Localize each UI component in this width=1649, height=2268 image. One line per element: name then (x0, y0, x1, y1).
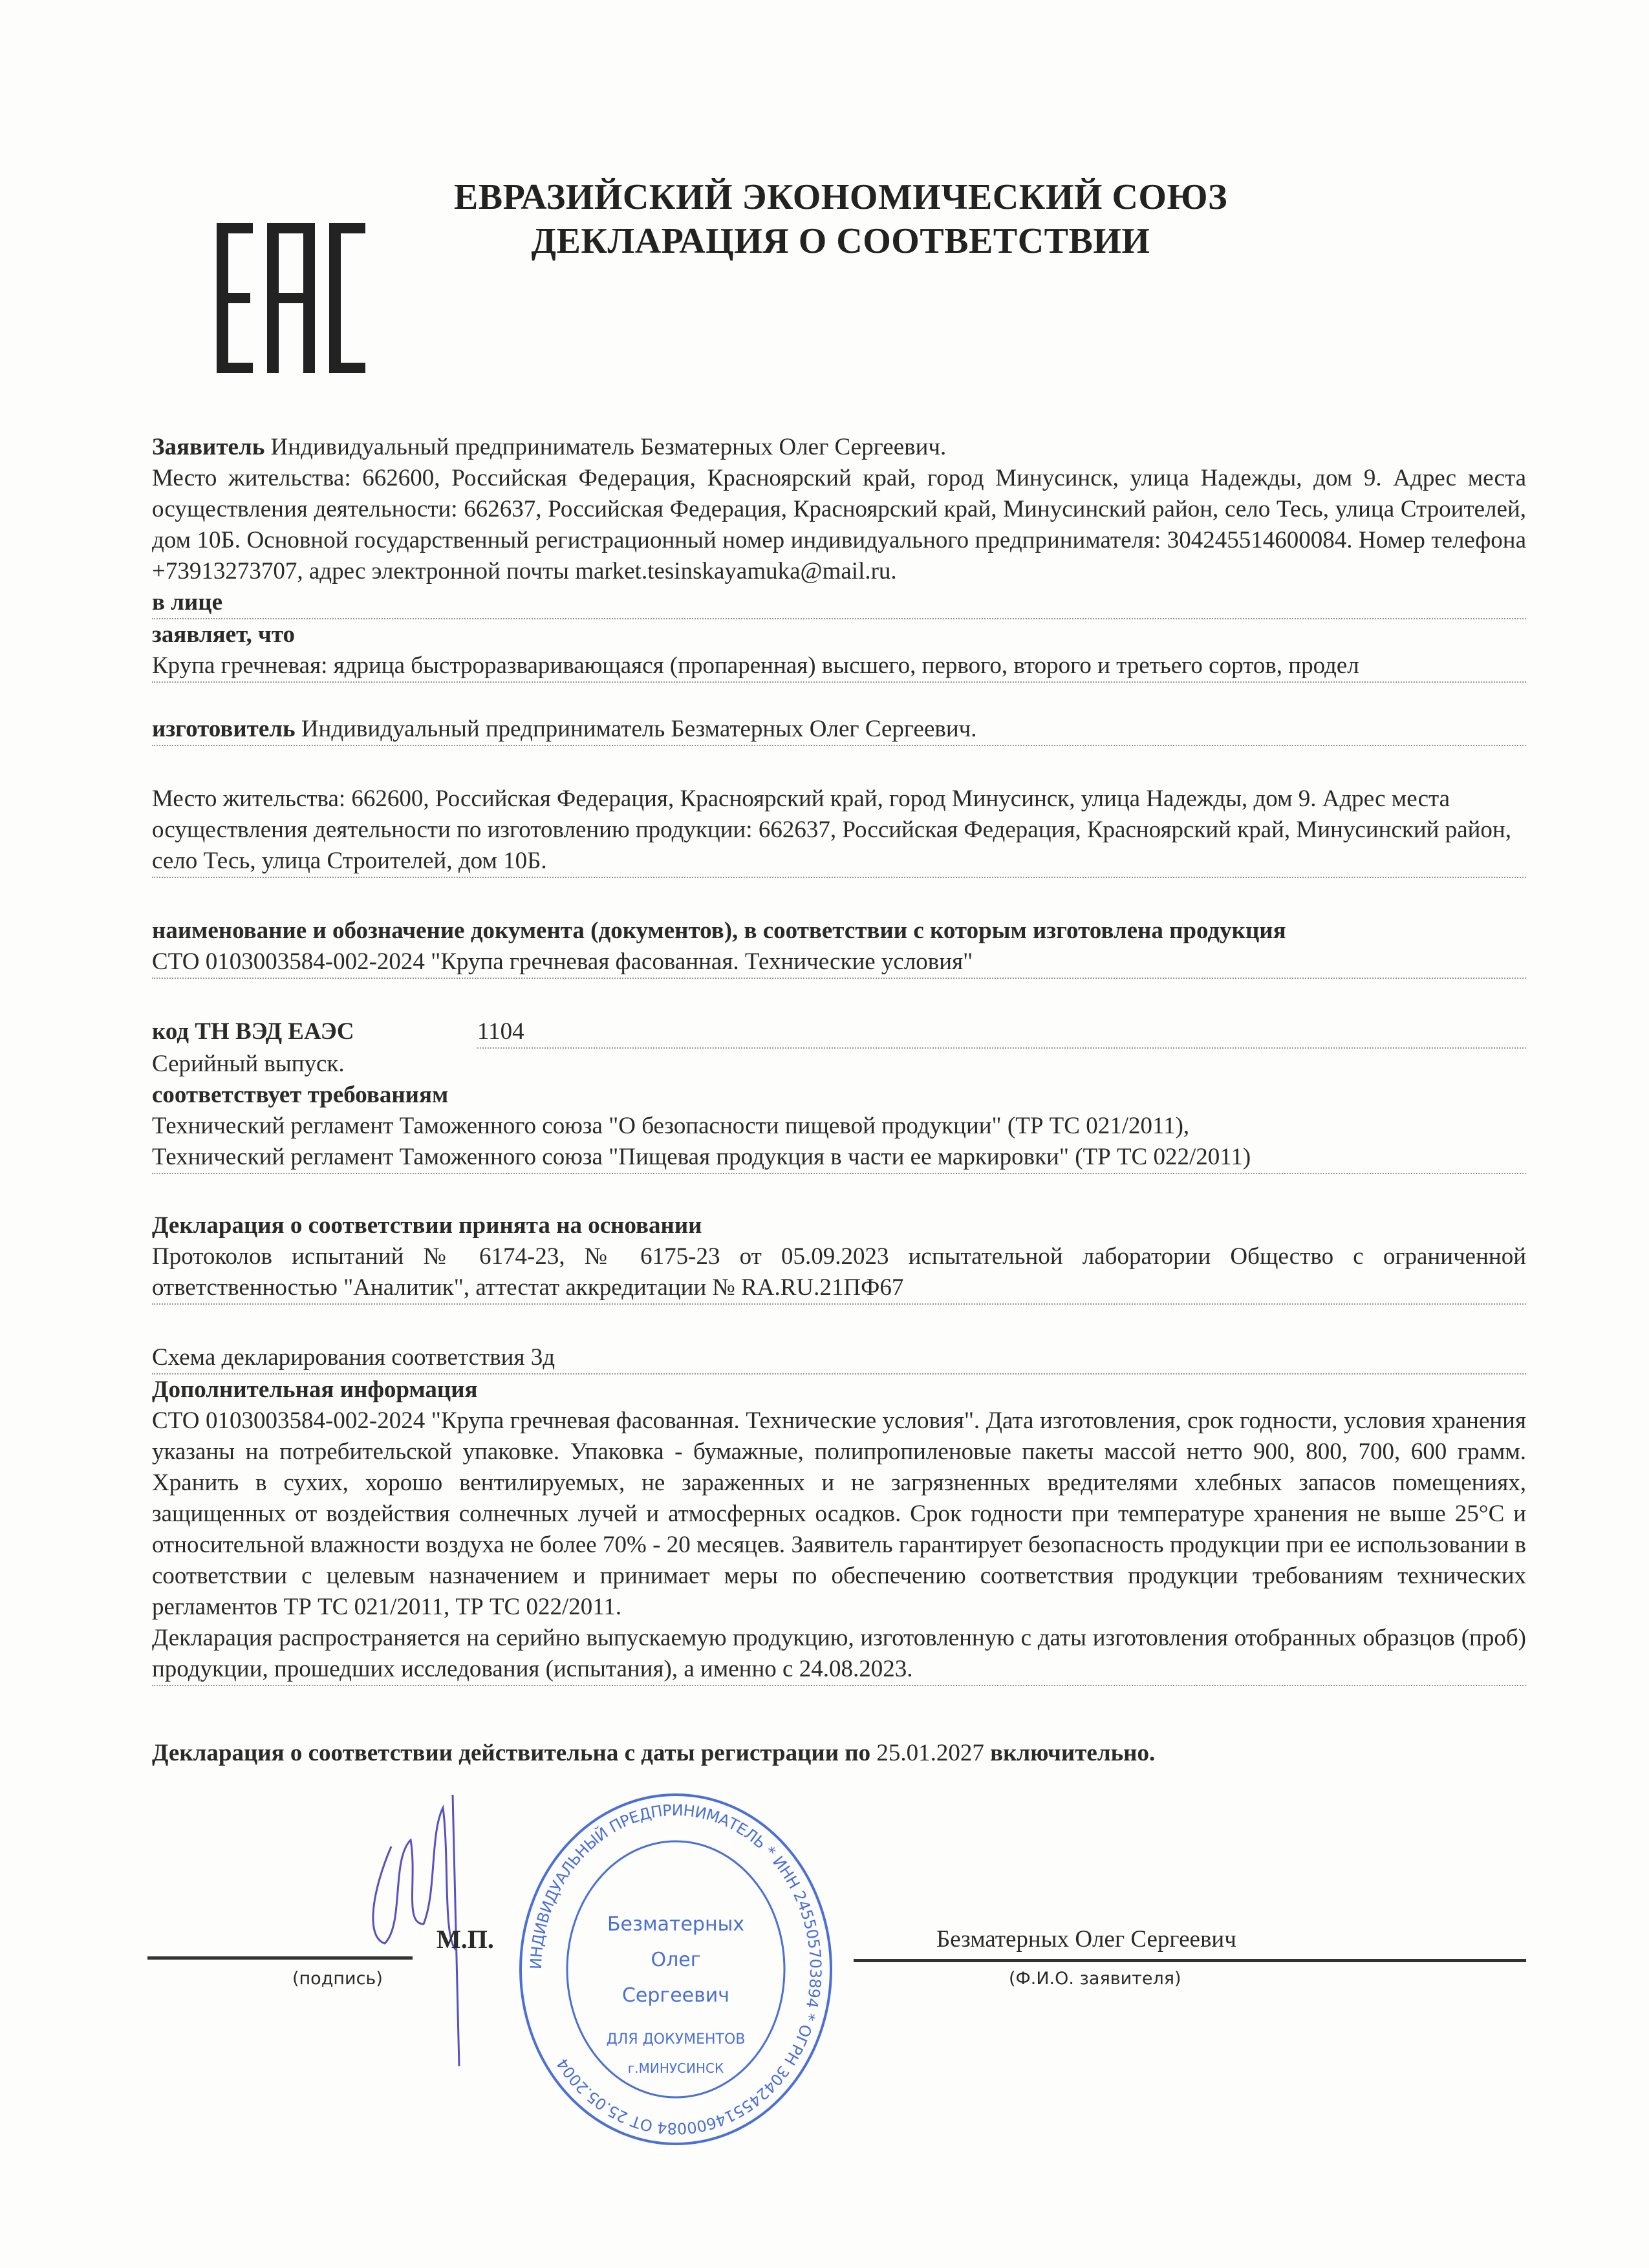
additional-text-1: СТО 0103003584-002-2024 "Крупа гречневая фасованная. Технические условия". Дата изготовления, срок годности, условия хранения указаны на потребительской упаковке. Упаковка - бумажные, полипропиленовые пакеты массой нетто 900, 800, 700, 600 грамм. Хранить в сухих, хорошо вентилируемых, не зараженных и не загрязненных вредителями хлебных запасов помещениях, защищенных от воздействия солнечных лучей и атмосферных осадков. Срок годности при температуре хранения не выше 25°С и относительной влажности воздуха не более 70% - 20 месяцев. Заявитель гарантирует безопасность продукции при ее использовании в соответствии с целевым назначением и принимает меры по обеспечению соответствия продукции требованиям технических регламентов ТР ТС 021/2011, ТР ТС 022/2011. (152, 1407, 1526, 1620)
basis-text: Протоколов испытаний № 6174-23, № 6175-23 от 05.09.2023 испытательной лаборатории Общество с ограниченной ответственностью "Аналитик", аттестат аккредитации № RA.RU.21ПФ67 (152, 1241, 1526, 1305)
validity-suffix: включительно. (990, 1740, 1156, 1766)
stamp-center-3: Сергеевич (621, 1984, 730, 2007)
product-description: Крупа гречневая: ядрица быстроразваривающаяся (пропаренная) высшего, первого, второго и третьего сортов, продел (152, 650, 1526, 683)
additional-text-2: Декларация распространяется на серийно выпускаемую продукцию, изготовленную с даты изготовления отобранных образцов (проб) продукции, прошедших исследования (испытания), а именно с 24.08.2023. (152, 1623, 1526, 1686)
validity-date: 25.01.2027 (876, 1740, 984, 1766)
additional-label: Дополнительная информация (152, 1376, 478, 1403)
standard-value: СТО 0103003584-002-2024 "Крупа гречневая фасованная. Технические условия" (152, 947, 1526, 979)
standard-label: наименование и обозначение документа (документов), в соответствии с которым изготовлена продукция (152, 917, 1286, 944)
name-caption: (Ф.И.О. заявителя) (1009, 1969, 1181, 1989)
signature-area (152, 1795, 1526, 2196)
stamp-center-1: Безматерных (607, 1913, 745, 1936)
applicant-section (152, 432, 1526, 463)
requirement-2: Технический регламент Таможенного союза "Пищевая продукция в части ее маркировки" (ТР ТС 022/2011) (152, 1142, 1526, 1174)
manufacturer-label: изготовитель (152, 716, 296, 742)
declares-label: заявляет, что (152, 621, 296, 648)
hs-code-value: 1104 (477, 1016, 1526, 1049)
requirements-label: соответствует требованиям (152, 1082, 449, 1108)
requirement-1: Технический регламент Таможенного союза "О безопасности пищевой продукции" (ТР ТС 021/2011), (152, 1113, 1190, 1139)
in-person-label: в лице (152, 587, 1526, 619)
manufacturer-name: Индивидуальный предприниматель Безматерных Олег Сергеевич. (301, 716, 977, 742)
applicant-details: Место жительства: 662600, Российская Федерация, Красноярский край, город Минусинск, улица Надежды, дом 9. Адрес места осуществления деятельности: 662637, Российская Федерация, Красноярский край, Минусинский район, село Тесь, улица Строителей, дом 10Б. Основной государственный регистрационный номер индивидуального предпринимателя: 304245514600084. Номер телефона +73913273707, адрес электронной почты market.tesinskayamuka@mail.ru. (152, 465, 1526, 584)
validity (152, 1738, 1526, 1769)
applicant-name: Индивидуальный предприниматель Безматерных Олег Сергеевич. (270, 434, 947, 460)
stamp-bottom-text: ДЛЯ ДОКУМЕНТОВ (606, 2031, 746, 2048)
hs-code-label: код ТН ВЭД ЕАЭС (152, 1018, 354, 1045)
applicant-label: Заявитель (152, 434, 265, 460)
stamp-outer-text: ИНДИВИДУАЛЬНЫЙ ПРЕДПРИНИМАТЕЛЬ * ИНН 245505703894 * ОГРН 304245514600084 ОТ 25.05.2004 (526, 1801, 825, 2138)
title-line-2: ДЕКЛАРАЦИЯ О СООТВЕТСТВИИ (531, 221, 1150, 261)
basis-label: Декларация о соответствии принята на основании (152, 1212, 702, 1239)
title-line-1: ЕВРАЗИЙСКИЙ ЭКОНОМИЧЕСКИЙ СОЮЗ (453, 177, 1228, 217)
eac-logo (217, 223, 365, 375)
stamp-center-2: Олег (651, 1949, 701, 1971)
signature-caption: (подпись) (292, 1969, 383, 1989)
manufacturer-section (152, 714, 1526, 746)
stamp-city: г.МИНУСИНСК (627, 2060, 724, 2076)
scheme: Схема декларирования соответствия 3д (152, 1342, 1526, 1375)
validity-prefix: Декларация о соответствии действительна с даты регистрации по (152, 1740, 871, 1766)
name-line (854, 1959, 1526, 1962)
applicant-printed-name: Безматерных Олег Сергеевич (936, 1926, 1236, 1952)
stamp (514, 1788, 837, 2150)
signature-line (147, 1956, 413, 1960)
hs-code-row (152, 1016, 1526, 1049)
seal-label: М.П. (436, 1925, 494, 1954)
release-type: Серийный выпуск. (152, 1051, 345, 1077)
manufacturer-details: Место жительства: 662600, Российская Федерация, Красноярский край, город Минусинск, улица Надежды, дом 9. Адрес места осуществления деятельности по изготовлению продукции: 662637, Российская Федерация, Красноярский край, Минусинский район, село Тесь, улица Строителей, дом 10Б. (152, 784, 1526, 878)
declaration-body (152, 432, 1526, 2196)
